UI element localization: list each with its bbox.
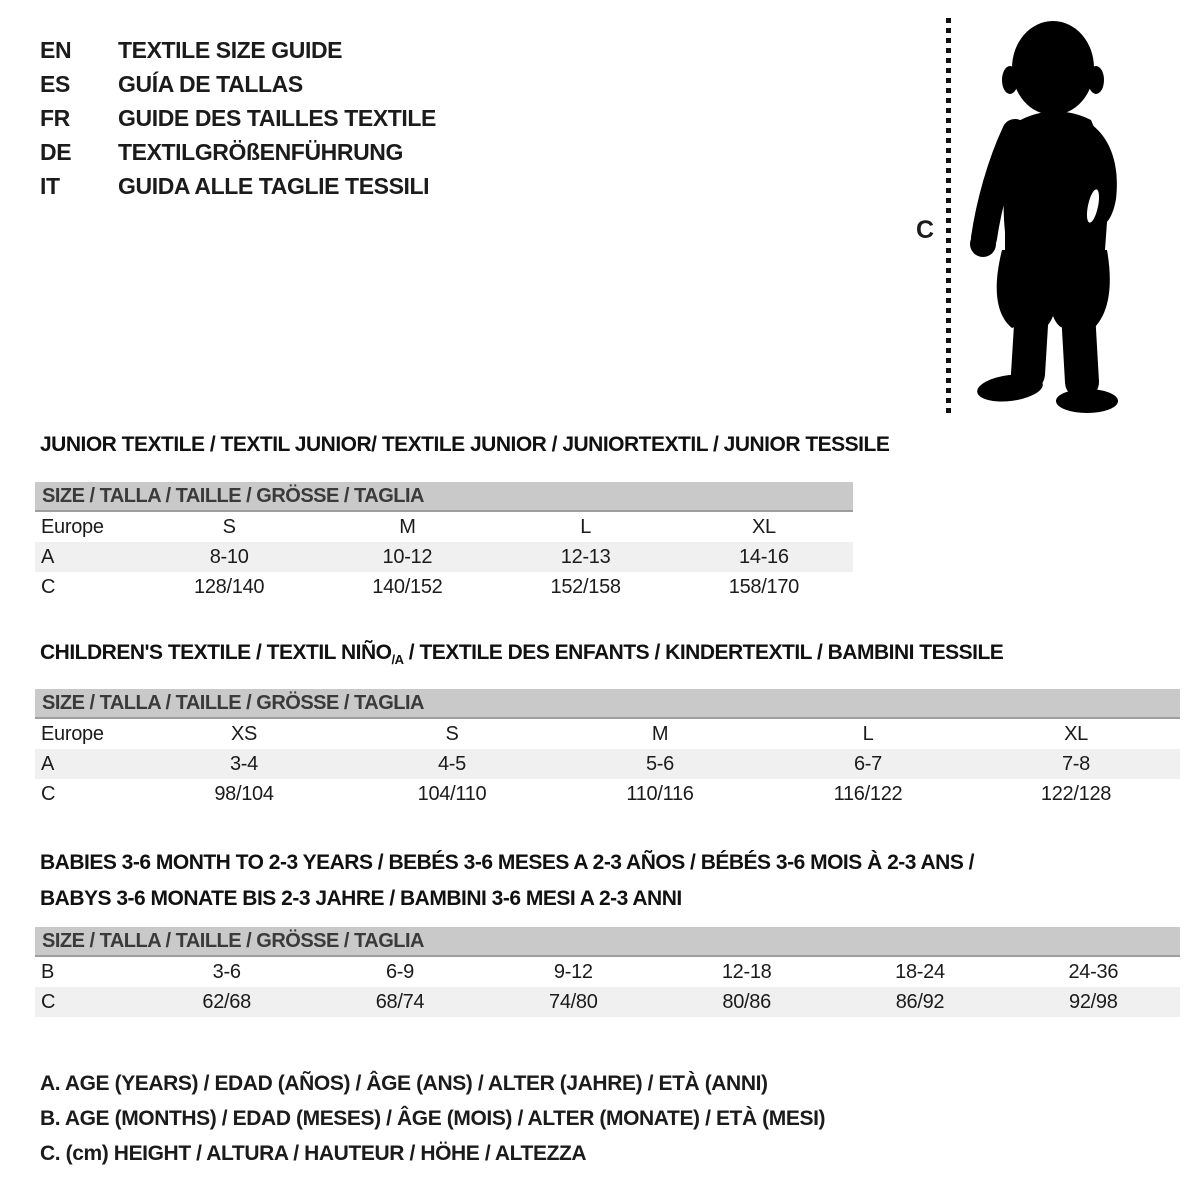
value-cell: 158/170: [728, 575, 799, 598]
junior-header-row: [35, 512, 853, 542]
children-row-age: [35, 749, 1180, 779]
value-cell: 6-9: [385, 960, 414, 983]
value-cell: 98/104: [214, 782, 274, 805]
legend-line-b: B. AGE (MONTHS) / EDAD (MESES) / ÂGE (MOIS) / ALTER (MONATE) / ETÀ (MESI): [40, 1107, 826, 1130]
junior-size-table: [35, 482, 853, 602]
children-size-table: [35, 689, 1180, 809]
children-section-title: [40, 641, 1003, 667]
region-label: Europe: [41, 722, 104, 745]
junior-row-age: [35, 542, 853, 572]
value-cell: 68/74: [375, 990, 425, 1013]
children-title-subscript: /A: [391, 652, 404, 667]
language-title: TEXTILGRÖßENFÜHRUNG: [118, 138, 403, 165]
babies-title-line2: BABYS 3-6 MONATE BIS 2-3 JAHRE / BAMBINI 3-6 MESI A 2-3 ANNI: [40, 887, 682, 910]
value-cell: 7-8: [1061, 752, 1090, 775]
value-cell: 92/98: [1069, 990, 1118, 1013]
language-code: FR: [40, 104, 70, 131]
value-cell: 18-24: [895, 960, 945, 983]
row-label: B: [41, 960, 55, 983]
language-row-it: [40, 169, 436, 203]
language-code: DE: [40, 138, 72, 165]
value-cell: 152/158: [550, 575, 621, 598]
value-cell: 104/110: [417, 782, 487, 805]
children-row-height: [35, 779, 1180, 809]
value-cell: 24-36: [1068, 960, 1119, 983]
babies-row-months: [35, 957, 1180, 987]
value-cell: 122/128: [1040, 782, 1112, 805]
legend-line-c: C. (cm) HEIGHT / ALTURA / HAUTEUR / HÖHE / ALTEZZA: [40, 1142, 587, 1165]
size-cell: XL: [1064, 722, 1088, 745]
babies-size-table: [35, 927, 1180, 1017]
value-cell: 14-16: [739, 545, 789, 568]
junior-row-height: [35, 572, 853, 602]
value-cell: 3-4: [229, 752, 258, 775]
children-header-row: [35, 719, 1180, 749]
size-cell: S: [222, 515, 236, 538]
legend: [40, 1066, 825, 1171]
row-label: A: [41, 545, 55, 568]
language-row-de: [40, 135, 436, 169]
babies-title-line1: BABIES 3-6 MONTH TO 2-3 YEARS / BEBÉS 3-6 MESES A 2-3 AÑOS / BÉBÉS 3-6 MOIS À 2-3 ANS /: [40, 851, 975, 874]
size-cell: XL: [751, 515, 776, 538]
value-cell: 80/86: [722, 990, 771, 1013]
value-cell: 116/122: [833, 782, 903, 805]
size-cell: M: [651, 722, 669, 745]
value-cell: 4-5: [437, 752, 466, 775]
legend-line-a: A. AGE (YEARS) / EDAD (AÑOS) / ÂGE (ANS) / ALTER (JAHRE) / ETÀ (ANNI): [40, 1072, 768, 1095]
language-title: GUIDE DES TAILLES TEXTILE: [118, 104, 436, 131]
value-cell: 6-7: [853, 752, 882, 775]
value-cell: 110/116: [626, 782, 694, 805]
value-cell: 12-13: [560, 545, 611, 568]
language-code: IT: [40, 172, 60, 199]
children-title-text: / TEXTILE DES ENFANTS / KINDERTEXTIL / BAMBINI TESSILE: [403, 641, 1004, 664]
language-row-fr: [40, 101, 436, 135]
row-label: C: [41, 575, 56, 598]
babies-section-title: [40, 845, 974, 917]
size-cell: S: [445, 722, 459, 745]
value-cell: 86/92: [895, 990, 945, 1013]
language-row-es: [40, 67, 436, 101]
language-title: GUIDA ALLE TAGLIE TESSILI: [118, 172, 430, 199]
value-cell: 9-12: [553, 960, 593, 983]
row-label: C: [41, 990, 56, 1013]
value-cell: 140/152: [372, 575, 443, 598]
value-cell: 74/80: [549, 990, 598, 1013]
size-cell: XS: [230, 722, 258, 745]
value-cell: 5-6: [645, 752, 674, 775]
height-measure-label: C: [916, 216, 935, 244]
value-cell: 62/68: [202, 990, 251, 1013]
children-size-bar: SIZE / TALLA / TAILLE / GRÖSSE / TAGLIA: [35, 689, 1180, 719]
value-cell: 12-18: [721, 960, 772, 983]
junior-section-title: JUNIOR TEXTILE / TEXTIL JUNIOR/ TEXTILE JUNIOR / JUNIORTEXTIL / JUNIOR TESSILE: [40, 433, 890, 456]
language-title: TEXTILE SIZE GUIDE: [118, 36, 343, 63]
babies-row-height: [35, 987, 1180, 1017]
value-cell: 10-12: [382, 545, 433, 568]
babies-size-bar: SIZE / TALLA / TAILLE / GRÖSSE / TAGLIA: [35, 927, 1180, 957]
value-cell: 128/140: [194, 575, 265, 598]
language-row-en: [40, 33, 436, 67]
row-label: A: [41, 752, 55, 775]
size-cell: M: [399, 515, 416, 538]
height-measure-dotted-line: [946, 18, 951, 415]
value-cell: 3-6: [212, 960, 241, 983]
language-code: ES: [40, 70, 70, 97]
value-cell: 8-10: [209, 545, 249, 568]
language-list: [40, 33, 436, 203]
junior-size-bar: SIZE / TALLA / TAILLE / GRÖSSE / TAGLIA: [35, 482, 853, 512]
region-label: Europe: [41, 515, 104, 538]
language-code: EN: [40, 36, 72, 63]
baby-silhouette-icon: [960, 14, 1150, 416]
language-title: GUÍA DE TALLAS: [118, 70, 303, 97]
row-label: C: [41, 782, 56, 805]
children-title-text: CHILDREN'S TEXTILE / TEXTIL NIÑO: [40, 641, 392, 664]
size-cell: L: [580, 515, 592, 538]
size-cell: L: [862, 722, 874, 745]
